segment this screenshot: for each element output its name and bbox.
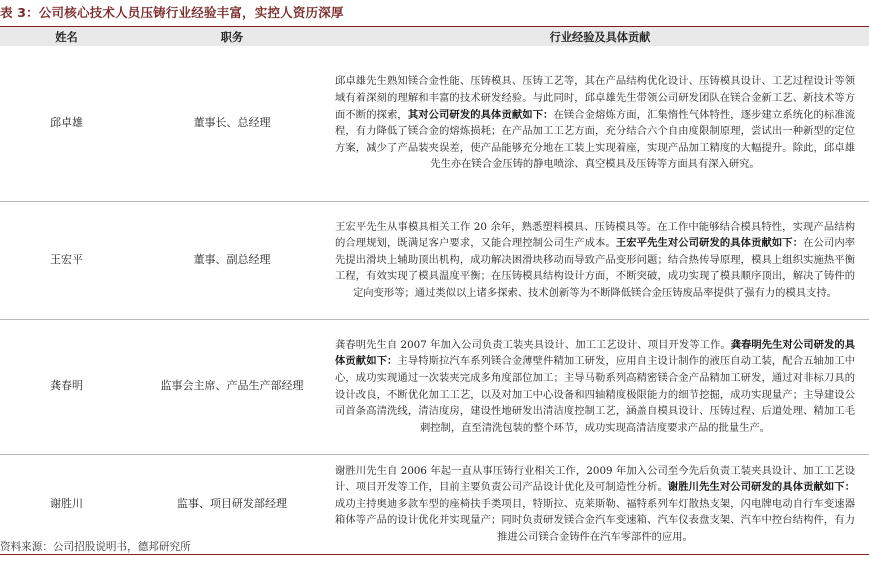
table-row [0, 319, 869, 454]
person-description [331, 319, 869, 454]
table-row [0, 201, 869, 319]
table-caption: 表 3：公司核心技术人员压铸行业经验丰富，实控人资历深厚 [0, 5, 344, 20]
contribution-heading: 谢胜川先生对公司研发的具体贡献如下： [667, 481, 856, 494]
description-text: 王宏平先生从事模具相关工作 20 余年，熟悉塑料模具、压铸模具等。在工作中能够结合模具特性，实现产品结构的合理规划，既满足客户要求，又能合理控制公司生产成本。 [335, 220, 855, 250]
description-text: 在公司内率先提出滑块上辅助顶出机构，成功解决困滑块移动而导致产品变形问题；结合热传导原理，模具上组织实施热平衡工程，有效实现了模具温度平衡；在压铸模具结构设计方面，不断突破，成功实现了模具顺序顶出，解决了铸件的定向变形等；通过类似以上诸多探索、技术创新等为不断降低镁合金压铸废品率提供了强有力的模具支持。 [335, 237, 856, 299]
contribution-heading: 其对公司研发的具体贡献如下： [407, 108, 554, 121]
header-role: 职务 [133, 27, 331, 47]
person-role: 监事、项目研发部经理 [177, 496, 287, 510]
core-staff-table [0, 26, 869, 555]
table-row [0, 46, 869, 201]
person-role: 董事、副总经理 [193, 252, 271, 266]
contribution-heading: 王宏平先生对公司研发的具体贡献如下： [615, 237, 804, 250]
description-text: 在镁合金熔炼方面，汇集惰性气体特性，逐步建立系统化的标准流程，有力降低了镁合金的熔炼损耗；在产品加工工艺方面，充分结合六个自由度限制原理，尝试出一种新型的定位方案，减少了产品装夹误差，使产品能够充分地在工装上实现着座，实现产品加工精度的大幅提升。除此，邱卓雄先生亦在镁合金压铸的静电喷涂、真空模具及压铸等方面具有深入研究。 [335, 108, 856, 171]
description-text: 龚春明先生自 2007 年加入公司负责工装夹具设计、加工工艺设计、项目开发等工作。 [335, 338, 731, 351]
person-name: 王宏平 [50, 252, 83, 266]
header-experience: 行业经验及具体贡献 [331, 27, 869, 47]
person-role: 监事会主席、产品生产部经理 [160, 379, 304, 393]
person-role: 董事长、总经理 [193, 115, 271, 129]
description-text: 主导特斯拉汽车系列镁合金薄壁件精加工研发，应用自主设计制作的液压自动工装，配合五轴加工中心，成功实现通过一次装夹完成多角度部位加工；主导马勒系列高精密镁合金产品精加工研发，通过对非标刀具的设计改良，不断优化加工工艺，以及对加工中心设备和四轴精度极限能力的细节挖掘，成功实现量产；主导建设公司首条高清洗线，清洁度房，建设性地研发出清洁度控制工艺，涵盖自模具设计、压铸过程、后道处理、精加工毛刺控制，直至清洗包装的整个环节，成功实现高清洁度要求产品的批量生产。 [335, 355, 856, 434]
description-text: 谢胜川先生自 2006 年起一直从事压铸行业相关工作，2009 年加入公司至今先后负责工装夹具设计、加工工艺设计、项目开发等工作，目前主要负责公司产品设计优化及可制造性分析。 [335, 464, 855, 494]
description-text: 邱卓雄先生熟知镁合金性能、压铸模具、压铸工艺等，其在产品结构优化设计、压铸模具设计、工艺过程设计等领域有着深刻的理解和丰富的技术研发经验。与此同时，邱卓雄先生带领公司研发团队在镁合金新工艺、新技术等方面不断的探索， [335, 75, 855, 121]
person-description [331, 201, 869, 319]
person-description [331, 454, 869, 554]
header-row [0, 27, 869, 47]
description-text: 成功主持奥迪多款车型的座椅扶手类项目，特斯拉、克莱斯勒、福特系列车灯散热支架，闪电牌电动自行车变速器箱体等产品的设计优化并实现量产；同时负责研发镁合金汽车变速箱、汽车仪表盘支架、汽车中控台结构件，有力推进公司镁合金铸件在汽车零部件的应用。 [335, 497, 855, 543]
person-name: 谢胜川 [50, 496, 83, 510]
source-note: 资料来源：公司招股说明书，德邦研究所 [0, 541, 191, 553]
person-name: 邱卓雄 [50, 115, 83, 129]
person-name: 龚春明 [50, 379, 83, 393]
contribution-heading: 龚春明先生对公司研发的具体贡献如下： [335, 338, 856, 368]
person-description [331, 46, 869, 201]
table-container [0, 26, 869, 555]
header-name: 姓名 [0, 27, 133, 47]
